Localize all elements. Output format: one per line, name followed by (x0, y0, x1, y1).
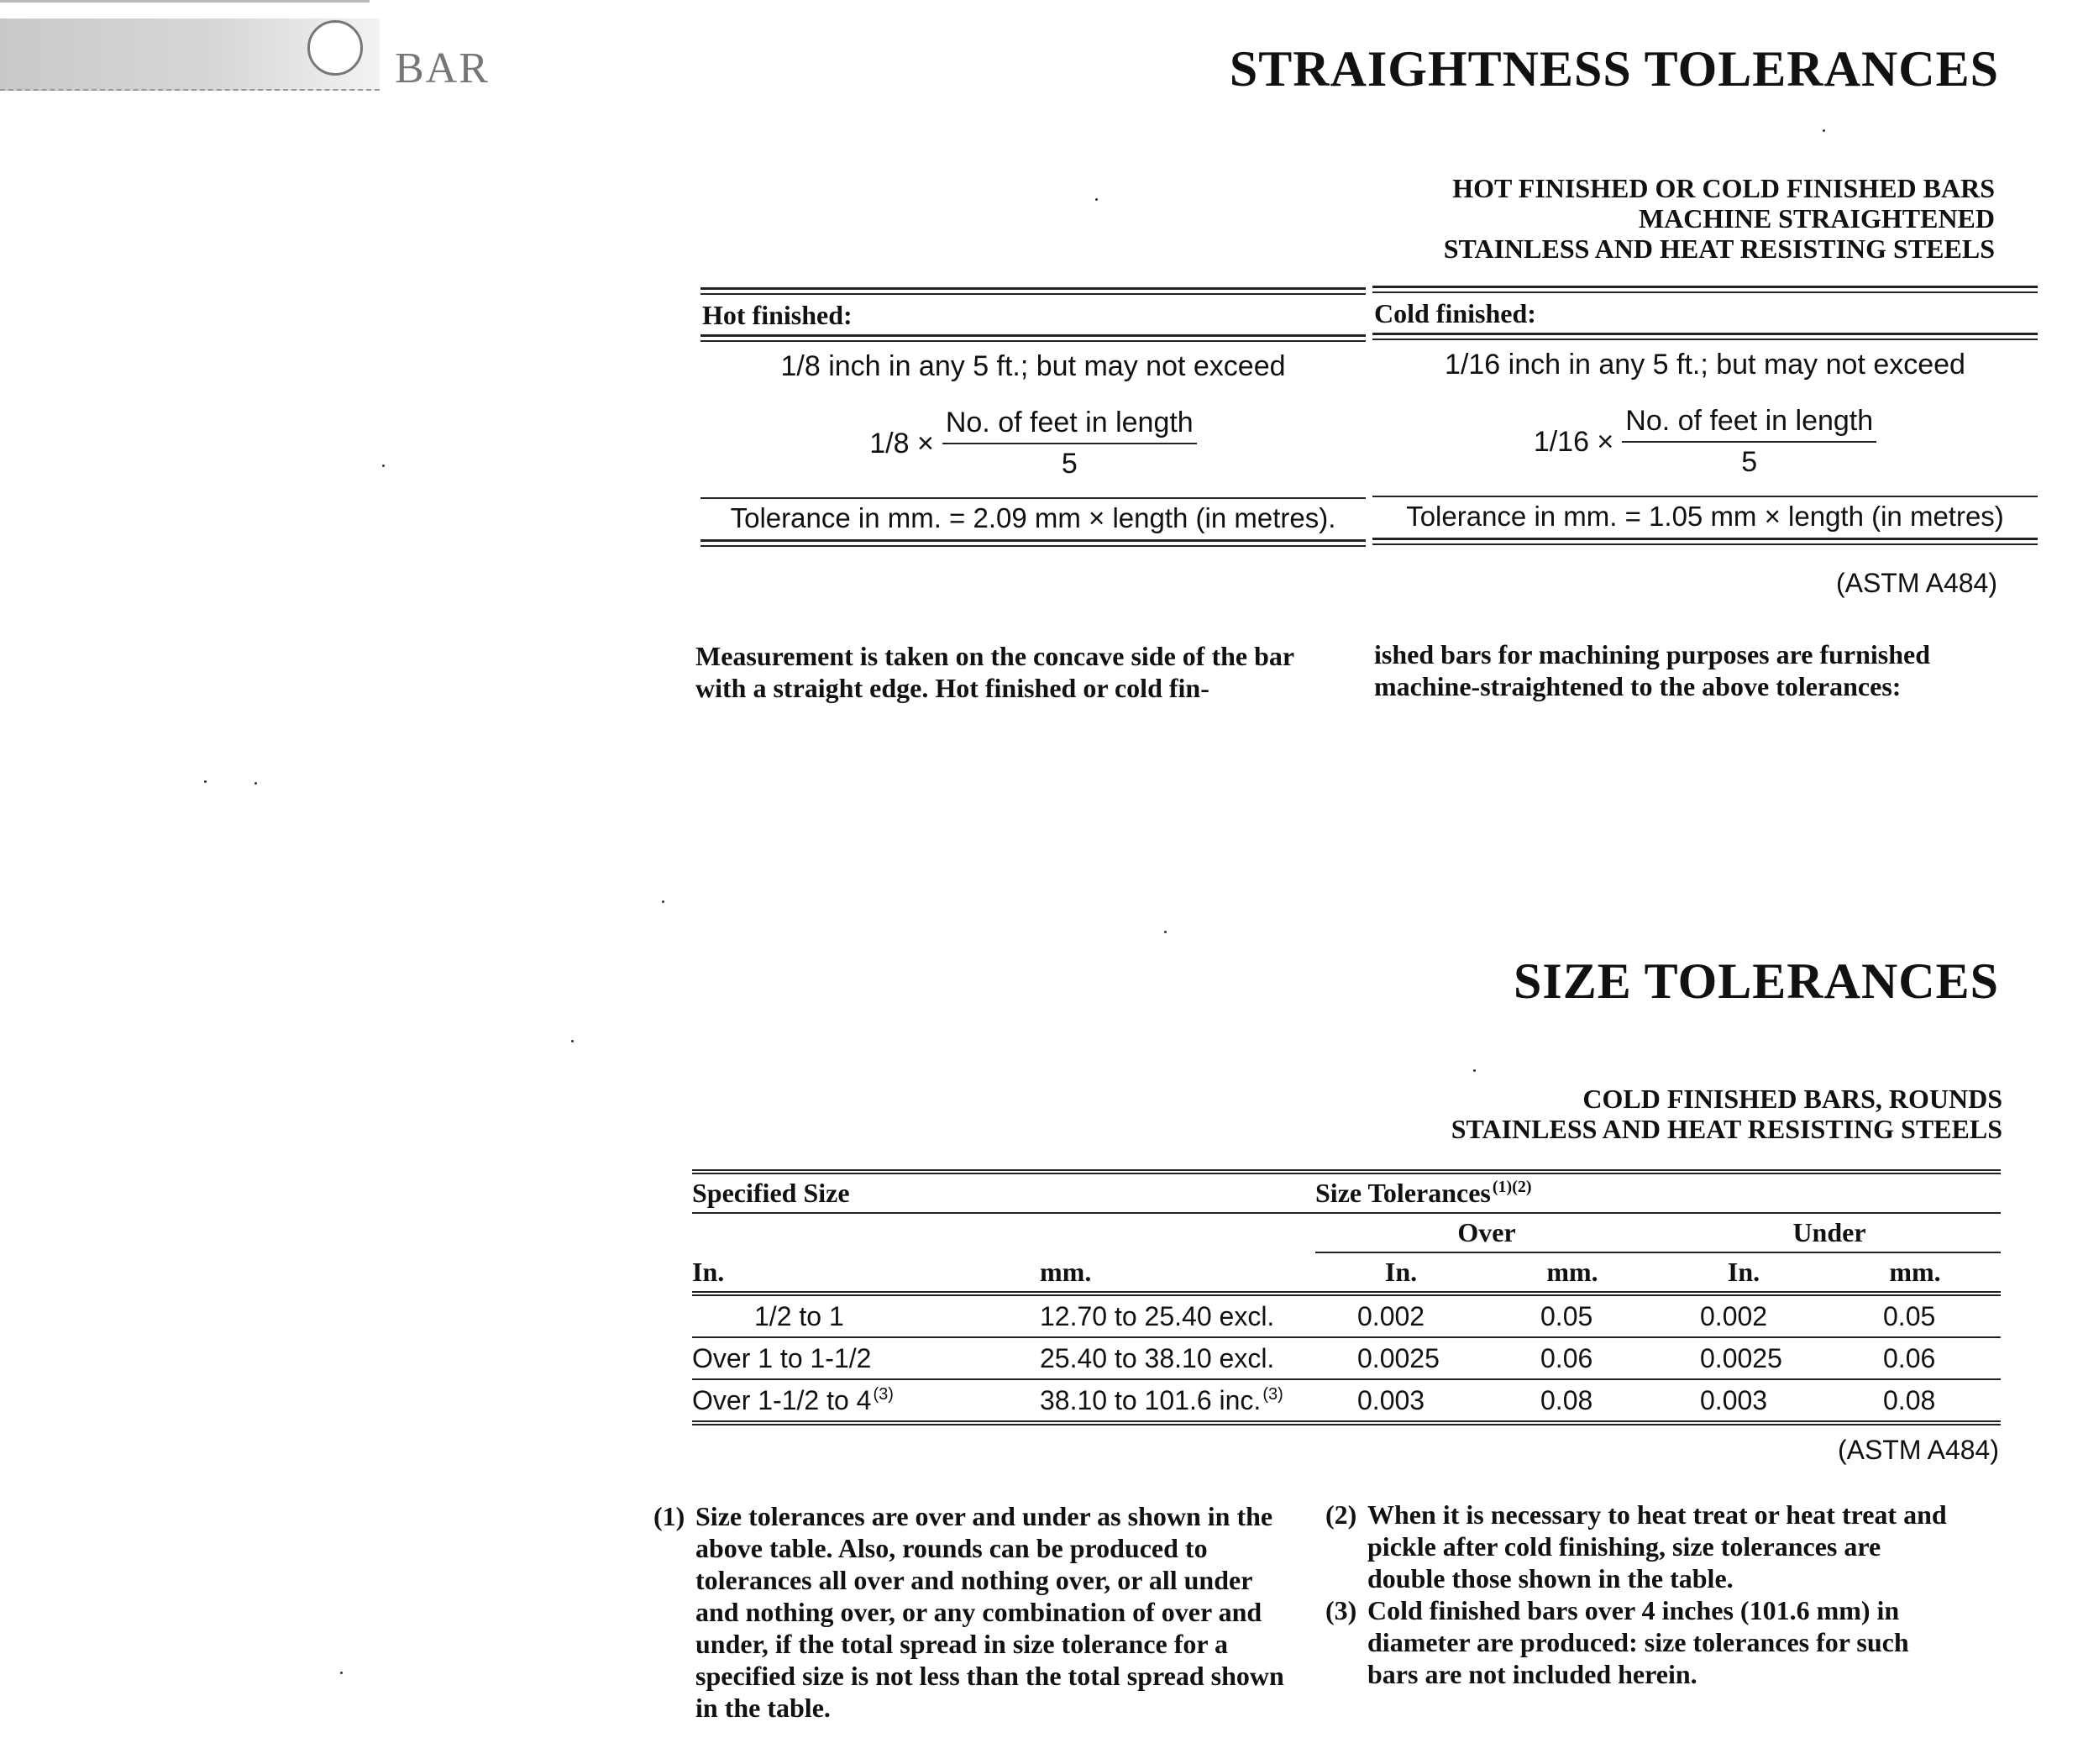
cold-factor: 1/16 × (1533, 425, 1614, 458)
footnote-text: When it is necessary to heat treat or heat treat and pickle after cold finishing, size tolerances are double those shown in the table. (1367, 1499, 1947, 1593)
cold-fraction (1622, 405, 1876, 479)
rule (700, 287, 1366, 295)
footnote-text: Cold finished bars over 4 inches (101.6 mm) in diameter are produced: size tolerances for such bars are not included herein. (1367, 1595, 1909, 1689)
footnote-ref: (3) (1262, 1384, 1283, 1404)
scan-speck (662, 900, 664, 903)
hot-rule-text: 1/8 inch in any 5 ft.; but may not exceed (780, 350, 1286, 382)
under-header: Under (1658, 1213, 2001, 1252)
scan-speck (1473, 1069, 1476, 1072)
footnote-2 (1325, 1499, 1964, 1594)
under-mm-value: 0.05 (1883, 1300, 1936, 1331)
hot-fraction (942, 407, 1197, 480)
under-mm-value: 0.08 (1883, 1384, 1936, 1415)
size-tolerances-header (1315, 1172, 2001, 1213)
table-row (692, 1294, 2001, 1337)
rule (1372, 286, 2038, 293)
cold-finished-heading: Cold finished: (1374, 298, 1536, 328)
cold-finished-box (1372, 286, 2038, 545)
subtitle-line: COLD FINISHED BARS, ROUNDS (1582, 1084, 2002, 1114)
rule (700, 539, 1366, 547)
footnote-text: Size tolerances are over and under as shown in the above table. Also, rounds can be produced to tolerances all over and nothing over, or all under and nothing over, or any combination of over and under, if the total spread in size tolerance for a specified size is not less than the total spread shown in the table. (695, 1501, 1284, 1723)
size-tolerances-label: Size Tolerances (1315, 1178, 1491, 1208)
footnote-ref: (3) (873, 1384, 894, 1404)
scan-speck (1095, 198, 1098, 201)
scan-speck (571, 1040, 574, 1042)
hot-denominator: 5 (1061, 448, 1078, 480)
over-header: Over (1315, 1213, 1658, 1252)
size-mm: 38.10 to 101.6 inc. (1040, 1384, 1262, 1415)
scan-speck (254, 782, 257, 785)
over-in-value: 0.002 (1357, 1300, 1425, 1331)
subtitle-line: STAINLESS AND HEAT RESISTING STEELS (1443, 234, 1995, 264)
cold-numerator: No. of feet in length (1622, 405, 1876, 443)
scan-speck (1164, 931, 1167, 933)
over-mm-value: 0.05 (1540, 1300, 1593, 1331)
measurement-paragraph-right: ished bars for machining purposes are furnished machine-straightened to the above tolerances: (1374, 639, 1931, 701)
under-in-header: In. (1727, 1257, 1760, 1287)
in-header: In. (692, 1256, 725, 1287)
mm-header: mm. (1040, 1256, 1092, 1287)
rule (1372, 333, 2038, 340)
scan-speck (382, 465, 385, 467)
size-in: 1/2 to 1 (754, 1300, 844, 1331)
footnote-number: (1) (653, 1501, 685, 1531)
over-in-value: 0.003 (1357, 1384, 1425, 1415)
top-rule (0, 0, 370, 3)
rule (1372, 538, 2038, 545)
cold-formula (1372, 405, 2038, 479)
scan-speck (204, 780, 207, 783)
hot-metric-text: Tolerance in mm. = 2.09 mm × length (in metres). (730, 502, 1336, 533)
hot-formula (700, 407, 1366, 480)
under-in-value: 0.0025 (1700, 1342, 1782, 1373)
tab-circle-icon (307, 20, 363, 76)
footnote-number: (2) (1325, 1499, 1357, 1530)
over-mm-value: 0.06 (1540, 1342, 1593, 1373)
rule (700, 334, 1366, 342)
footnote-3 (1325, 1594, 1964, 1690)
straightness-subtitle (1444, 173, 1995, 264)
footnote-number: (3) (1325, 1595, 1357, 1625)
table-row (692, 1337, 2001, 1379)
size-tolerance-table (692, 1169, 2001, 1425)
footnote-1 (653, 1500, 1292, 1724)
subtitle-line: MACHINE STRAIGHTENED (1638, 203, 1995, 234)
hot-factor: 1/8 × (869, 427, 934, 459)
size-mm: 25.40 to 38.10 excl. (1040, 1342, 1275, 1373)
footnote-ref: (1)(2) (1492, 1178, 1532, 1197)
size-title: SIZE TOLERANCES (1513, 953, 1999, 1009)
under-in-value: 0.002 (1700, 1300, 1768, 1331)
scan-speck (340, 1672, 343, 1674)
hot-numerator: No. of feet in length (942, 407, 1197, 444)
subtitle-line: STAINLESS AND HEAT RESISTING STEELS (1451, 1114, 2002, 1144)
size-reference: (ASTM A484) (1837, 1435, 1999, 1465)
table-row (692, 1379, 2001, 1423)
over-mm-header: mm. (1546, 1257, 1598, 1287)
size-subtitle (1451, 1084, 2002, 1144)
tab-label: BAR (395, 45, 490, 92)
hot-finished-heading: Hot finished: (702, 300, 853, 330)
under-in-value: 0.003 (1700, 1384, 1768, 1415)
subtitle-line: HOT FINISHED OR COLD FINISHED BARS (1452, 173, 1995, 203)
over-in-header: In. (1384, 1257, 1418, 1287)
size-mm: 12.70 to 25.40 excl. (1040, 1300, 1275, 1331)
cold-metric-text: Tolerance in mm. = 1.05 mm × length (in metres) (1406, 501, 2004, 532)
size-in: Over 1 to 1-1/2 (692, 1342, 872, 1373)
scan-speck (1823, 129, 1825, 132)
size-in: Over 1-1/2 to 4 (692, 1384, 872, 1415)
over-mm-value: 0.08 (1540, 1384, 1593, 1415)
over-in-value: 0.0025 (1357, 1342, 1440, 1373)
under-mm-value: 0.06 (1883, 1342, 1936, 1373)
measurement-paragraph-left: Measurement is taken on the concave side of the bar with a straight edge. Hot finished or cold fin- (695, 641, 1294, 703)
straightness-reference: (ASTM A484) (1835, 568, 1997, 598)
page-title: STRAIGHTNESS TOLERANCES (1229, 41, 1999, 97)
cold-rule-text: 1/16 inch in any 5 ft.; but may not exceed (1445, 349, 1965, 381)
under-mm-header: mm. (1889, 1257, 1941, 1287)
cold-denominator: 5 (1741, 446, 1758, 478)
specified-size-header: Specified Size (692, 1178, 850, 1208)
hot-finished-box (700, 287, 1366, 547)
